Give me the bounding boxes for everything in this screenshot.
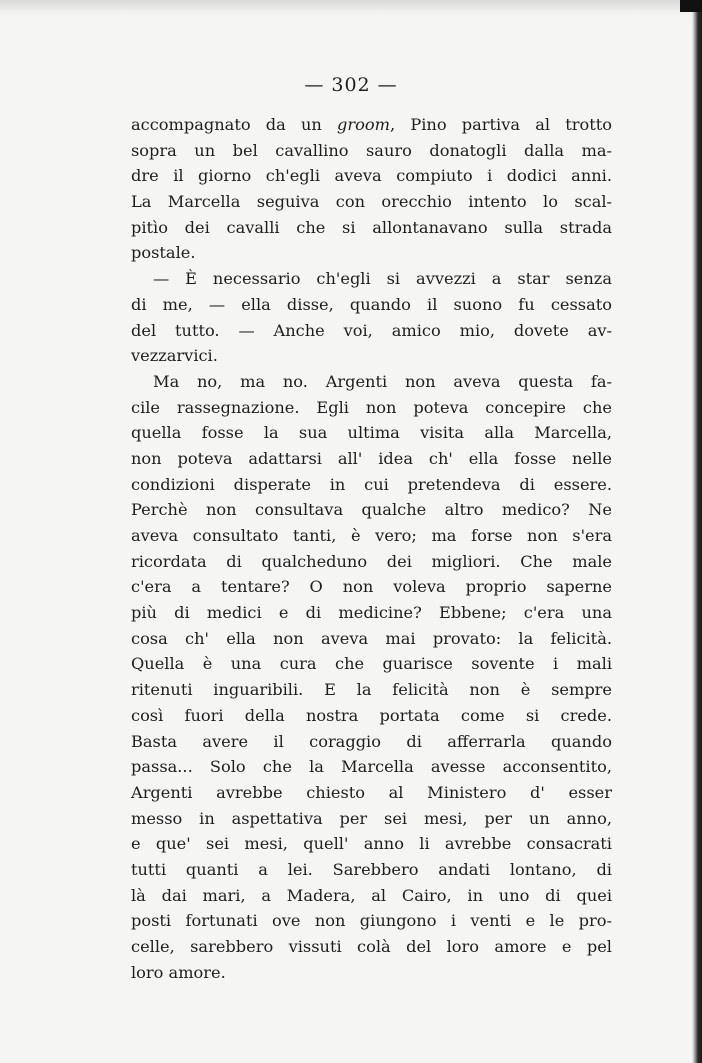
text-line: posti fortunati ove non giungono i venti e le pro-	[131, 911, 612, 931]
body-text	[131, 112, 612, 985]
text-line: Perchè non consultava qualche altro medico? Ne	[131, 500, 612, 520]
text-line: là dai mari, a Madera, al Cairo, in uno di quei	[131, 885, 612, 905]
text-line: — È necessario ch'egli si avvezzi a star senza	[153, 269, 612, 289]
text-line: La Marcella seguiva con orecchio intento lo scal-	[131, 192, 612, 212]
text-line: sopra un bel cavallino sauro donatogli dalla ma-	[131, 140, 612, 160]
text-line: Basta avere il coraggio di afferrarla quando	[131, 731, 612, 751]
text-line: non poteva adattarsi all' idea ch' ella fosse nelle	[131, 448, 612, 468]
text-line: vezzarvici.	[131, 346, 218, 366]
italic-word: groom	[337, 115, 390, 134]
text-line: aveva consultato tanti, è vero; ma forse non s'era	[131, 526, 612, 545]
text-line: ricordata di qualcheduno dei migliori. Che male	[131, 551, 612, 571]
text-line: tutti quanti a lei. Sarebbero andati lontano, di	[131, 859, 612, 879]
scan-shadow-right	[692, 0, 702, 1063]
text-line: del tutto. — Anche voi, amico mio, dovete av-	[131, 320, 612, 340]
text-line: più di medici e di medicine? Ebbene; c'era una	[131, 603, 612, 623]
scan-corner-mark	[680, 0, 702, 12]
text-line: condizioni disperate in cui pretendeva di essere.	[131, 474, 612, 494]
text-line: loro amore.	[131, 962, 226, 982]
text-line: Quella è una cura che guarisce sovente i mali	[131, 654, 612, 674]
page-number: — 302 —	[304, 74, 398, 96]
text-line: passa... Solo che la Marcella avesse acconsentito,	[131, 757, 612, 777]
text-line: e que' sei mesi, quell' anno li avrebbe consacrati	[131, 834, 612, 854]
text-line: celle, sarebbero vissuti colà del loro amore e pel	[131, 937, 612, 956]
scan-shadow-top	[0, 0, 702, 18]
text-segment: accompagnato da un	[131, 115, 338, 134]
text-line: pitìo dei cavalli che si allontanavano sulla strada	[131, 217, 612, 237]
text-line	[131, 112, 612, 138]
text-segment: , Pino partiva al trotto	[390, 115, 612, 134]
text-line: postale.	[131, 243, 196, 263]
text-line: Ma no, ma no. Argenti non aveva questa fa-	[153, 371, 612, 391]
text-line: così fuori della nostra portata come si crede.	[131, 705, 612, 725]
text-line: Argenti avrebbe chiesto al Ministero d' esser	[131, 782, 612, 802]
text-line: ritenuti inguaribili. E la felicità non è sempre	[131, 680, 612, 700]
text-line: di me, — ella disse, quando il suono fu cessato	[131, 294, 612, 314]
text-line: c'era a tentare? O non voleva proprio saperne	[131, 577, 612, 597]
text-line: quella fosse la sua ultima visita alla Marcella,	[131, 423, 612, 443]
text-line: dre il giorno ch'egli aveva compiuto i dodici anni.	[131, 166, 612, 186]
text-line: messo in aspettativa per sei mesi, per un anno,	[131, 808, 612, 828]
text-line: cile rassegnazione. Egli non poteva concepire che	[131, 397, 612, 417]
text-line: cosa ch' ella non aveva mai provato: la felicità.	[131, 628, 612, 648]
